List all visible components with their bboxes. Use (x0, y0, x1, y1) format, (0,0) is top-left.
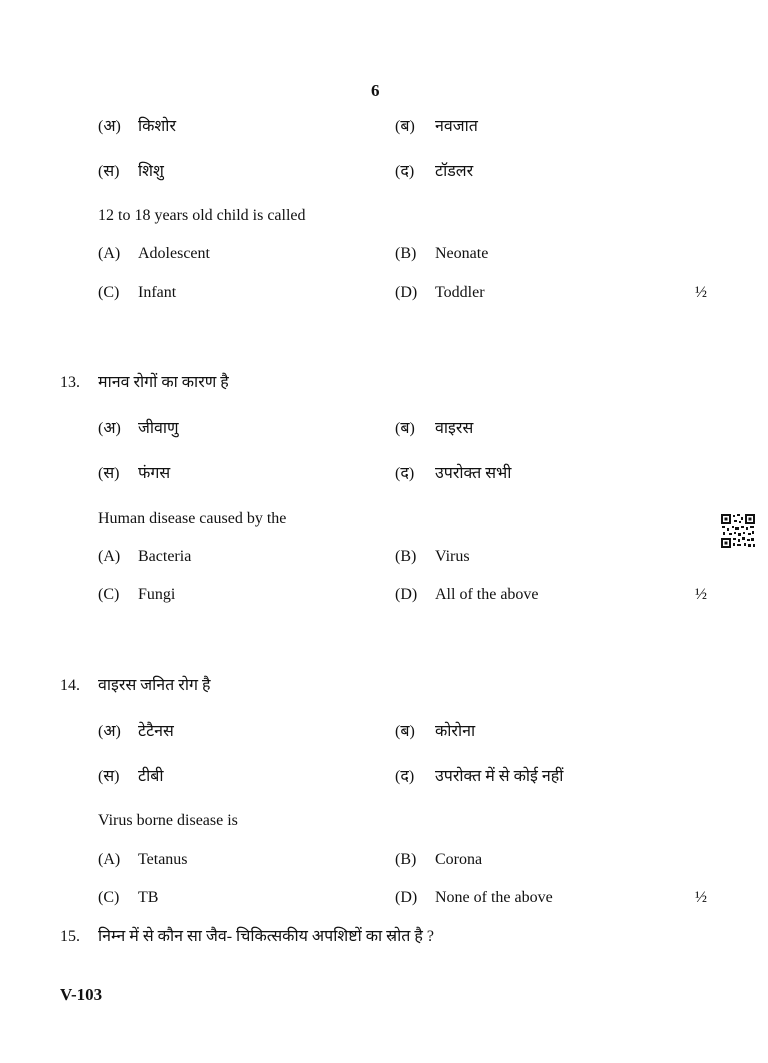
option-text: नवजात (435, 118, 478, 135)
option-label: (A) (98, 548, 121, 565)
option-label: (A) (98, 245, 121, 262)
option-text: Neonate (435, 245, 489, 262)
option-label: (B) (395, 548, 417, 565)
question-text: वाइरस जनित रोग है (98, 677, 211, 694)
option-label: (द) (395, 768, 415, 785)
q14-hi-question (60, 676, 210, 696)
option-label: (A) (98, 851, 121, 868)
q15-hi-question (60, 927, 434, 947)
option-text: फंगस (138, 465, 171, 482)
q14-hi-option-a (98, 722, 174, 742)
option-text: Virus (435, 548, 470, 565)
option-label: (ब) (395, 420, 415, 437)
option-text: Tetanus (138, 851, 188, 868)
option-text: Adolescent (138, 245, 210, 262)
option-label: (स) (98, 163, 120, 180)
q13-marks: ½ (695, 586, 707, 603)
question-text: निम्न में से कौन सा जैव- चिकित्सकीय अपशिष्टों का स्रोत है ? (98, 928, 434, 945)
option-label: (अ) (98, 420, 121, 437)
option-label: (स) (98, 465, 120, 482)
q14-hi-option-d (395, 767, 563, 787)
question-text: मानव रोगों का कारण है (98, 374, 229, 391)
option-text: किशोर (138, 118, 177, 135)
question-number: 13. (60, 374, 80, 391)
option-text: TB (138, 889, 159, 906)
q14-hi-option-b (395, 722, 475, 742)
option-text: Toddler (435, 284, 485, 301)
qr-code-icon (720, 513, 756, 549)
option-label: (D) (395, 284, 418, 301)
q13-en-question: Human disease caused by the (98, 510, 287, 527)
q14-en-option-b (395, 850, 482, 870)
option-text: All of the above (435, 586, 539, 603)
q12-en-option-c (98, 283, 176, 303)
option-label: (C) (98, 284, 120, 301)
q13-hi-option-d (395, 464, 511, 484)
option-text: Bacteria (138, 548, 192, 565)
option-label: (B) (395, 851, 417, 868)
option-label: (स) (98, 768, 120, 785)
option-label: (C) (98, 586, 120, 603)
option-label: (C) (98, 889, 120, 906)
option-label: (द) (395, 465, 415, 482)
q14-marks: ½ (695, 889, 707, 906)
option-text: Infant (138, 284, 177, 301)
option-text: कोरोना (435, 723, 476, 740)
option-label: (D) (395, 889, 418, 906)
option-text: टॉडलर (435, 163, 474, 180)
q12-hi-option-d (395, 162, 473, 182)
q13-en-option-b (395, 547, 470, 567)
q13-hi-option-a (98, 419, 179, 439)
option-text: None of the above (435, 889, 553, 906)
q13-hi-option-c (98, 464, 170, 484)
q14-en-option-d (395, 888, 553, 908)
option-text: उपरोक्त में से कोई नहीं (435, 768, 564, 785)
q12-hi-option-c (98, 162, 164, 182)
option-text: शिशु (138, 163, 164, 180)
page-number: 6 (371, 81, 380, 100)
option-label: (द) (395, 163, 415, 180)
q13-hi-question (60, 373, 229, 393)
q14-en-option-c (98, 888, 158, 908)
q12-hi-option-b (395, 117, 478, 137)
option-text: उपरोक्त सभी (435, 465, 512, 482)
option-text: Fungi (138, 586, 176, 603)
option-label: (D) (395, 586, 418, 603)
question-number: 15. (60, 928, 80, 945)
q12-en-option-d (395, 283, 485, 303)
q14-en-question: Virus borne disease is (98, 812, 238, 829)
option-text: जीवाणु (138, 420, 179, 437)
option-label: (ब) (395, 118, 415, 135)
option-label: (अ) (98, 118, 121, 135)
option-text: वाइरस (435, 420, 474, 437)
q13-en-option-c (98, 585, 175, 605)
question-number: 14. (60, 677, 80, 694)
option-label: (अ) (98, 723, 121, 740)
option-text: Corona (435, 851, 483, 868)
footer-code: V-103 (60, 985, 103, 1004)
option-label: (B) (395, 245, 417, 262)
q13-en-option-a (98, 547, 191, 567)
q13-hi-option-b (395, 419, 473, 439)
q12-hi-option-a (98, 117, 176, 137)
q12-en-option-a (98, 244, 210, 264)
option-label: (ब) (395, 723, 415, 740)
option-text: टीबी (138, 768, 164, 785)
q12-en-question: 12 to 18 years old child is called (98, 207, 306, 224)
q12-marks: ½ (695, 284, 707, 301)
option-text: टेटैनस (138, 723, 174, 740)
q13-en-option-d (395, 585, 539, 605)
q14-hi-option-c (98, 767, 164, 787)
q14-en-option-a (98, 850, 188, 870)
q12-en-option-b (395, 244, 488, 264)
